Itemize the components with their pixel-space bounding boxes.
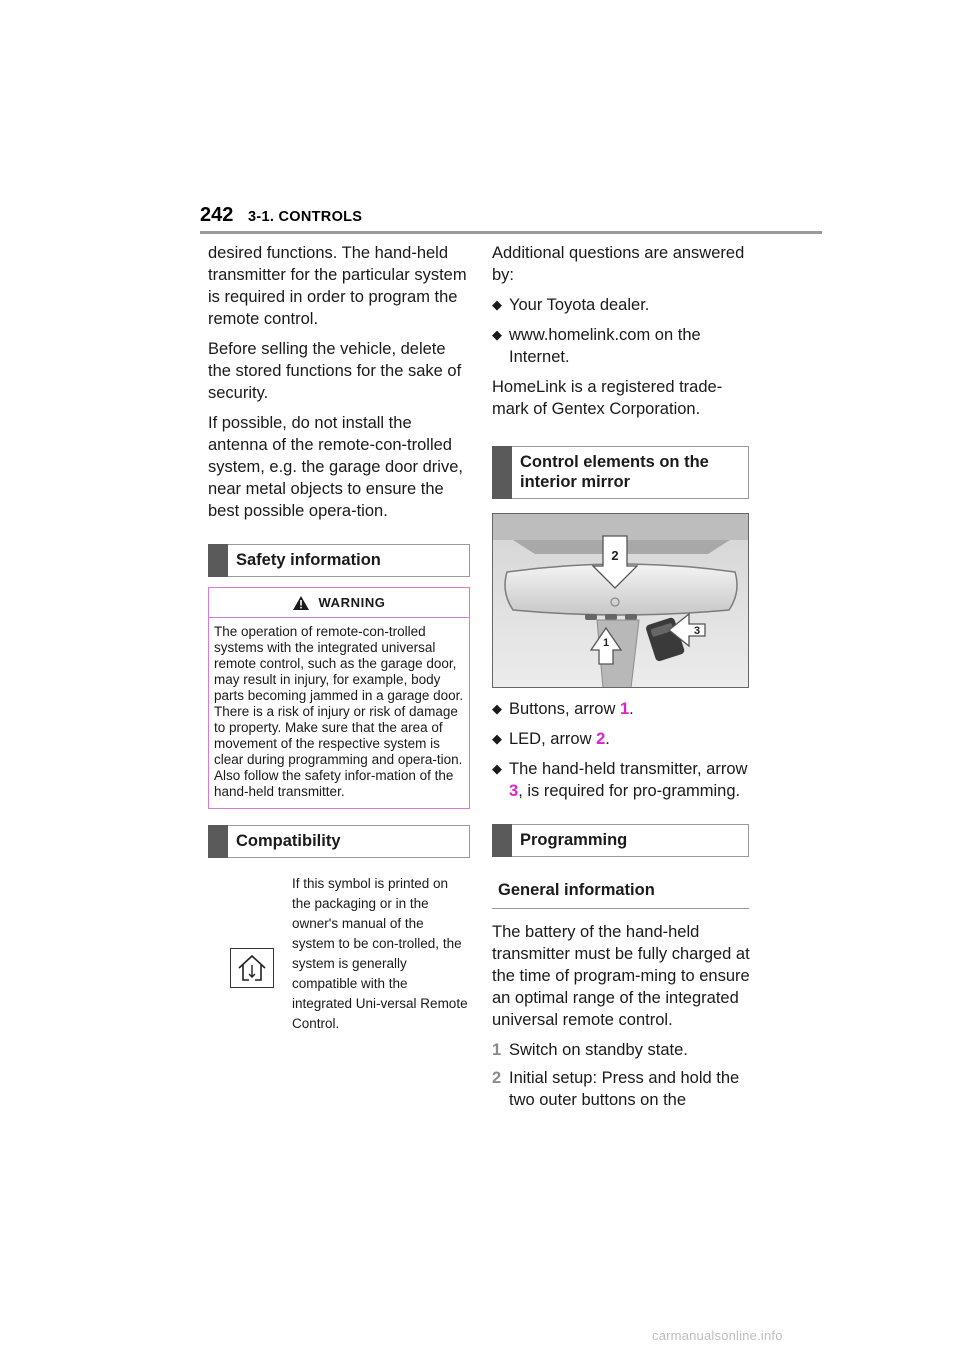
step-item: 2 Initial setup: Press and hold the two outer buttons on the xyxy=(492,1069,740,1109)
warning-triangle-icon xyxy=(292,595,310,611)
list-item: ◆ Buttons, arrow 1. xyxy=(492,700,634,718)
figure-label-1: 1 xyxy=(602,637,610,649)
paragraph: If possible, do not install the antenna of the remote-con-trolled system, e.g. the garage door drive, near metal objects to ensure the best possible opera-tion. xyxy=(208,414,463,520)
compatibility-text: If this symbol is printed on the packaging or in the owner's manual of the system to be con-trolled, the system is generally compatible with the integrated Uni-versal Remote Control. xyxy=(292,876,468,1031)
paragraph: The battery of the hand-held transmitter must be fully charged at the time of program-ming to ensure an optimal range of the integrated universal remote control. xyxy=(492,923,750,1029)
figure-label-3: 3 xyxy=(693,625,701,637)
paragraph: desired functions. The hand-held transmitter for the particular system is required in order to program the remote control. xyxy=(208,244,467,328)
page-number: 242 xyxy=(200,204,234,226)
programming-heading: Programming xyxy=(492,824,749,857)
paragraph: Additional questions are answered by: xyxy=(492,244,745,284)
paragraph: HomeLink is a registered trade-mark of Gentex Corporation. xyxy=(492,378,723,418)
warning-title: WARNING xyxy=(318,595,386,610)
list-item: ◆ www.homelink.com on the Internet. xyxy=(492,326,701,366)
right-column xyxy=(492,242,754,1117)
warning-header xyxy=(209,588,469,618)
control-elements-heading: Control elements on the interior mirror xyxy=(492,446,749,499)
warning-box xyxy=(208,587,470,809)
section-title: 3-1. CONTROLS xyxy=(248,209,363,225)
safety-heading: Safety information xyxy=(208,544,470,577)
homelink-house-icon xyxy=(230,948,274,988)
warning-text: The operation of remote-con-trolled systems with the integrated universal remote control, such as the garage door, may result in injury, for example, body parts becoming jammed in a garage door. There is a risk of injury or risk of damage to property. Make sure that the area of movement of the respective system is clear during programming and opera-tion. Also follow the safety infor-mation of the hand-held transmitter. xyxy=(214,624,464,799)
figure-label-2: 2 xyxy=(611,548,619,563)
list-item: ◆ Your Toyota dealer. xyxy=(492,296,650,314)
interior-mirror-illustration xyxy=(493,514,749,688)
list-item: ◆ LED, arrow 2. xyxy=(492,730,610,748)
compatibility-heading: Compatibility xyxy=(208,825,470,858)
paragraph: Before selling the vehicle, delete the stored functions for the sake of security. xyxy=(208,340,462,402)
watermark: carmanualsonline.info xyxy=(652,1328,783,1343)
left-column xyxy=(208,242,470,1048)
mirror-figure xyxy=(492,513,749,688)
step-item: 1 Switch on standby state. xyxy=(492,1041,688,1059)
page-header xyxy=(200,204,822,234)
general-information-heading: General information xyxy=(492,875,749,909)
compatibility-info xyxy=(208,868,470,1048)
list-item: ◆ The hand-held transmitter, arrow 3, is required for pro-gramming. xyxy=(492,760,748,800)
